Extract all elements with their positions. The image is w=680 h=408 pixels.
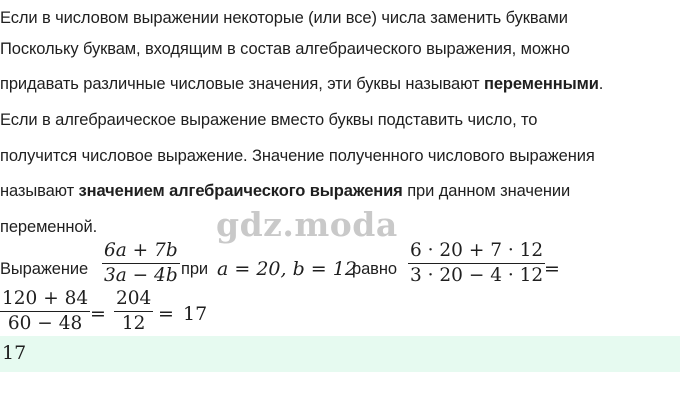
expression-fraction: [102, 240, 180, 287]
answer-value: 17: [2, 342, 27, 364]
paragraph-line-7: переменной.: [0, 218, 98, 236]
equals-sign: =: [90, 303, 106, 325]
answer-box: [0, 336, 680, 372]
paragraph-line-3-end: .: [598, 75, 604, 93]
term-expression-value: значением алгебраического выражения: [78, 182, 403, 200]
step2-fraction: [114, 288, 153, 335]
example-lead-word: Выражение: [0, 260, 89, 278]
example-at-word: при: [181, 260, 209, 278]
paragraph-line-5: получится числовое выражение. Значение полученного числового выражения: [0, 147, 595, 165]
paragraph-line-3-text: придавать различные числовые значения, эти буквы называют: [0, 75, 484, 93]
substitution-denominator: 3 · 20 − 4 · 12: [410, 265, 544, 287]
example-equals-word: равно: [352, 260, 397, 278]
term-variables: переменными: [483, 75, 599, 93]
equals-sign: =: [158, 303, 174, 325]
watermark-logo: gdz.moda: [216, 205, 398, 244]
step1-denominator: 60 − 48: [7, 313, 83, 335]
paragraph-line-1: Если в числовом выражении некоторые (или все) числа заменить буквами: [0, 9, 568, 27]
paragraph-line-4: Если в алгебраическое выражение вместо буквы подставить число, то: [0, 111, 538, 129]
paragraph-line-6-text: называют: [0, 182, 79, 200]
paragraph-line-6-end: при данном значении: [402, 182, 571, 200]
paragraph-line-3: [0, 75, 603, 94]
expression-denominator: 3a − 4b: [104, 265, 178, 287]
equals-sign: =: [544, 258, 560, 280]
step1-fraction: [0, 288, 90, 335]
paragraph-line-2: Поскольку буквам, входящим в состав алгебраического выражения, можно: [0, 40, 570, 58]
substitution-fraction: [408, 240, 545, 287]
example-result: 17: [183, 303, 208, 325]
variable-condition: a = 20, b = 12: [217, 258, 357, 280]
paragraph-line-6: [0, 182, 570, 201]
step1-numerator: 120 + 84: [2, 288, 89, 309]
step2-denominator: 12: [121, 313, 146, 335]
step2-numerator: 204: [116, 288, 152, 309]
substitution-numerator: 6 · 20 + 7 · 12: [410, 240, 544, 261]
expression-numerator: 6a + 7b: [104, 240, 178, 261]
